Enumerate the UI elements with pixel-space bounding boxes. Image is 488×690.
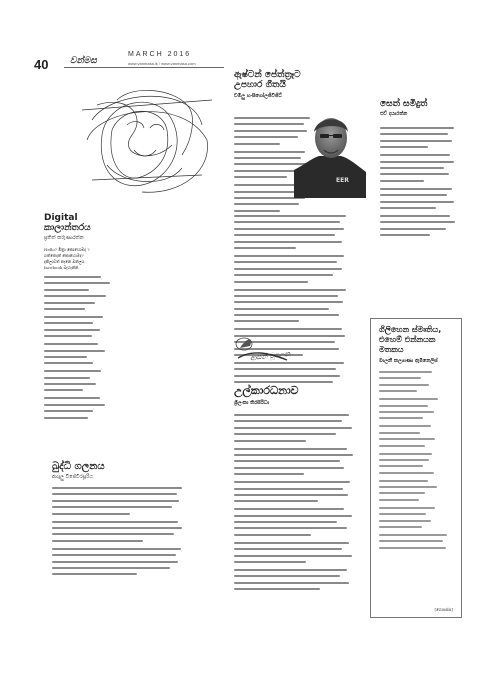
digital-lead-line-3: දැකිලාවත් නෑනෙ ඔන්ලය bbox=[44, 259, 85, 264]
gilihena-poem-box bbox=[370, 318, 462, 618]
issue-month: MARCH 2016 bbox=[128, 51, 192, 58]
stamp-text: ආසන් මුලෙන bbox=[249, 349, 291, 363]
uthi-title: උල්කාරධනාව bbox=[234, 384, 299, 397]
digital-lead-line-2: ගත්තෙදත් කොහොමද? bbox=[44, 253, 84, 258]
uthi-body-text bbox=[234, 414, 354, 590]
uthi-author: ශ්‍රීලංකා තිරසිරිධා bbox=[234, 400, 270, 406]
page-number: 40 bbox=[34, 57, 49, 72]
ashen-title-line-1: ඇෂ්ටන් පේත්ත්‍රෑට bbox=[234, 70, 301, 80]
magazine-urls: www.vanmasa.lk / www.vanmasa.com bbox=[128, 61, 196, 66]
gilihena-footer-note: [ගොපස්ස] bbox=[434, 607, 453, 612]
magazine-logo: වන්මස bbox=[70, 56, 97, 66]
digital-author: ප්‍රතිත් කරුණාරත්න bbox=[44, 235, 84, 241]
gilihena-title-line-2: එහෙම් එන්නයක bbox=[379, 335, 436, 344]
digital-section-box bbox=[44, 213, 126, 407]
ashen-section bbox=[234, 70, 344, 108]
digital-title: Digital කාලාන්තරය bbox=[44, 213, 91, 233]
digital-lead-line-4: facebook බැහැන්න්. bbox=[44, 265, 80, 270]
sethi-title: සෙත් සමිදුත් bbox=[380, 99, 428, 109]
budhi-section bbox=[52, 461, 182, 580]
header-divider bbox=[64, 67, 224, 68]
gilihena-title-line-3: මතකය bbox=[379, 345, 404, 354]
budhi-title: බුද්ධි ගලනය bbox=[52, 461, 105, 472]
ashen-author: චමිලු හංසිගෝලජිවිජිට් bbox=[234, 93, 282, 99]
gilihena-body-text bbox=[379, 371, 455, 549]
gilihena-title-line-1: ගිලිහෙන ස්මෘතිය, bbox=[379, 325, 442, 334]
sethi-section bbox=[380, 99, 460, 242]
svg-text:EER: EER bbox=[336, 177, 349, 184]
digital-lead-line-1: Hello? මිත්‍රා කොහොමද ? bbox=[44, 247, 90, 252]
budhi-author: ආශුලු විජේවීරසූරිය bbox=[52, 474, 93, 480]
scribble-portrait-illustration bbox=[72, 80, 222, 198]
digital-body-text bbox=[44, 276, 126, 419]
sethi-author: එච් දයාරත්න bbox=[380, 111, 408, 117]
feather-stamp-emblem bbox=[232, 330, 292, 370]
ashen-title-line-2: උපහාර ගීතයි bbox=[234, 80, 286, 90]
portrait-photo bbox=[294, 110, 366, 198]
gilihena-author: මාලනී කල්‍යාණා ඇමිනෙලිස් bbox=[379, 358, 438, 364]
budhi-body-text bbox=[52, 487, 182, 575]
uthi-section bbox=[234, 384, 354, 595]
sethi-body-text bbox=[380, 127, 460, 236]
